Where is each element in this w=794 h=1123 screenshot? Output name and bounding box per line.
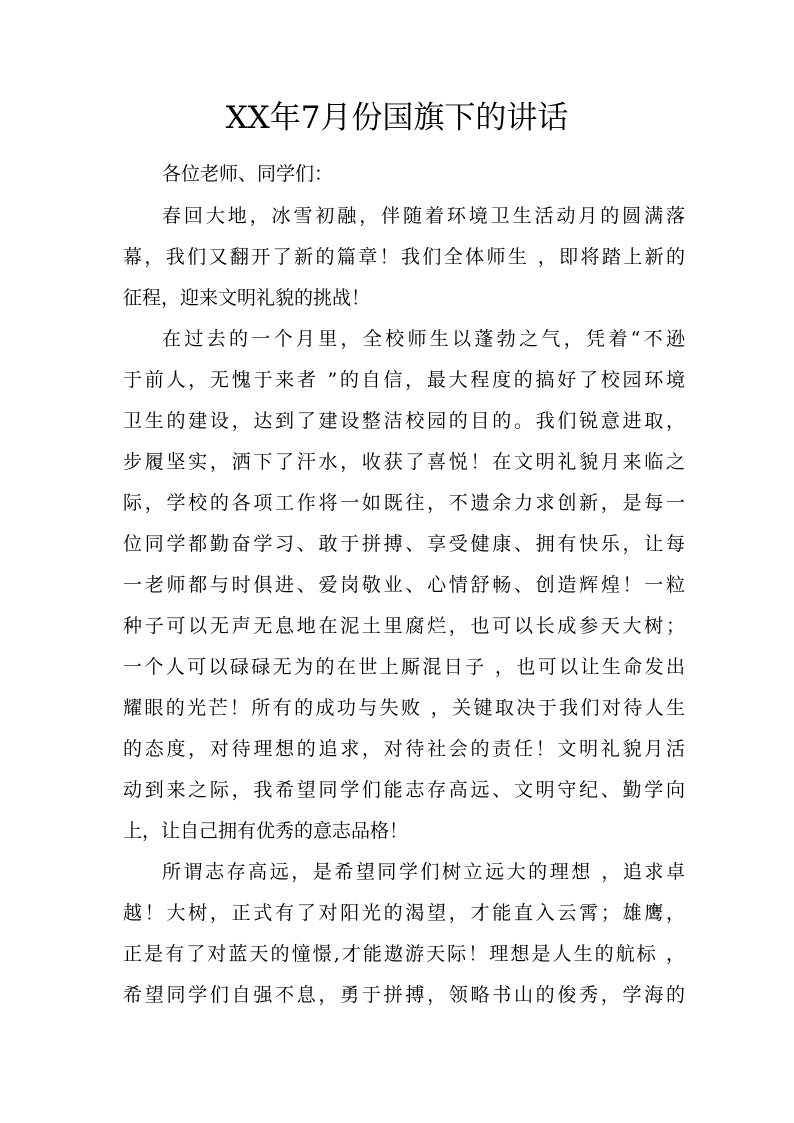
paragraph-3-line-3: 正是有了对蓝天的憧憬,才能遨游天际！理想是人生的航标 ，: [123, 943, 685, 965]
paragraph-2-line-11: 的态度，对待理想的追求，对待社会的责任！文明礼貌月活: [123, 738, 685, 760]
paragraph-1-line-3: 征程，迎来文明礼貌的挑战！: [123, 287, 371, 309]
paragraph-2-line-12: 动到来之际，我希望同学们能志存高远、文明守纪、勤学向: [123, 779, 685, 801]
paragraph-2-line-5: 际，学校的各项工作将一如既往，不遗余力求创新，是每一: [123, 492, 685, 514]
paragraph-3-line-1: 所谓志存高远，是希望同学们树立远大的理想 ，追求卓: [162, 861, 685, 883]
document-title: XX年7月份国旗下的讲话: [225, 100, 569, 136]
paragraph-2-line-7: 一老师都与时俱进、爱岗敬业、心情舒畅、创造辉煌！一粒: [123, 574, 685, 596]
paragraph-2-line-3: 卫生的建设，达到了建设整洁校园的目的。我们锐意进取，: [123, 410, 685, 432]
paragraph-2-line-10: 耀眼的光芒！所有的成功与失败 ，关键取决于我们对待人生: [123, 697, 685, 719]
paragraph-2-line-6: 位同学都勤奋学习、敢于拼搏、享受健康、拥有快乐，让每: [123, 533, 685, 555]
salutation: 各位老师、同学们：: [162, 163, 334, 185]
paragraph-1-line-1: 春回大地，冰雪初融，伴随着环境卫生活动月的圆满落: [162, 205, 685, 227]
paragraph-2-line-4: 步履坚实，洒下了汗水，收获了喜悦！在文明礼貌月来临之: [123, 451, 685, 473]
paragraph-2-line-8: 种子可以无声无息地在泥土里腐烂，也可以长成参天大树；: [123, 615, 685, 637]
paragraph-2-line-2: 于前人，无愧于来者 ”的自信，最大程度的搞好了校园环境: [123, 369, 685, 391]
paragraph-3-line-4: 希望同学们自强不息，勇于拼搏，领略书山的俊秀，学海的: [123, 984, 685, 1006]
paragraph-1-line-2: 幕，我们又翻开了新的篇章！我们全体师生 ，即将踏上新的: [123, 246, 685, 268]
paragraph-2-line-9: 一个人可以碌碌无为的在世上厮混日子 ，也可以让生命发出: [123, 656, 685, 678]
paragraph-3-line-2: 越！大树，正式有了对阳光的渴望，才能直入云霄；雄鹰，: [123, 902, 685, 924]
paragraph-2-line-1: 在过去的一个月里，全校师生以蓬勃之气，凭着“不逊: [162, 328, 685, 350]
paragraph-2-line-13: 上，让自己拥有优秀的意志品格！: [123, 820, 409, 842]
